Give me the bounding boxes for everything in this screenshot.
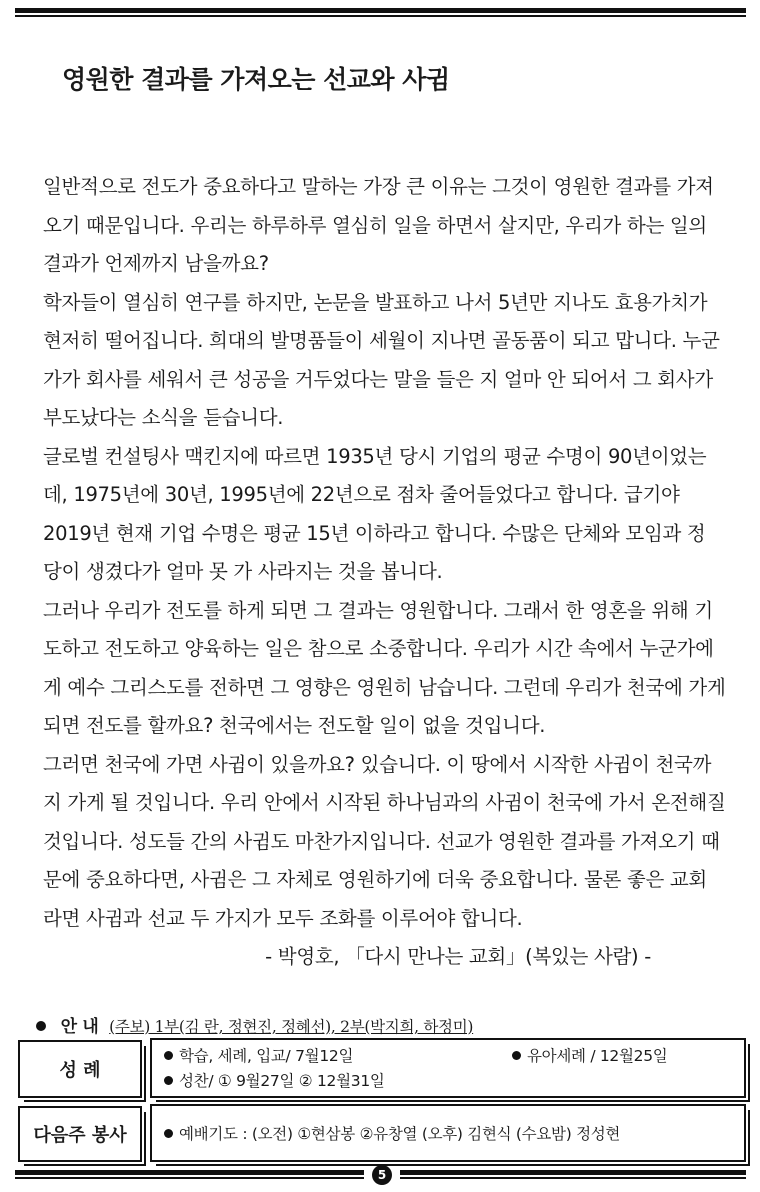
body-line: 게 예수 그리스도를 전하면 그 영향은 영원히 남습니다. 그런데 우리가 천국에 가게 <box>43 675 726 699</box>
notice-line <box>36 1012 473 1037</box>
bullet-icon <box>512 1051 521 1060</box>
sacrament-label: 성 례 <box>59 1060 101 1081</box>
bullet-icon <box>164 1051 173 1060</box>
body-line: 그러면 천국에 가면 사귐이 있을까요? 있습니다. 이 땅에서 시작한 사귐이 천국까 <box>43 752 712 776</box>
body-line: 문에 중요하다면, 사귐은 그 자체로 영원하기에 더욱 중요합니다. 물론 좋은 교회 <box>43 868 707 891</box>
sacrament-content-box <box>150 1038 746 1098</box>
service-content-box <box>150 1104 746 1162</box>
body-line: 일반적으로 전도가 중요하다고 말하는 가장 큰 이유는 그것이 영원한 결과를 가져 <box>43 175 714 198</box>
body-line: 도하고 전도하고 양육하는 일은 참으로 소중합니다. 우리가 시간 속에서 누군가에 <box>43 637 714 660</box>
body-line: 글로벌 컨설팅사 맥킨지에 따르면 1935년 당시 기업의 평균 수명이 90년이었는 <box>43 444 707 468</box>
sacrament-item: 학습, 세례, 입교/ 7월12일 <box>164 1044 353 1066</box>
body-line: 것입니다. 성도들 간의 사귐도 마찬가지입니다. 선교가 영원한 결과를 가져오기 때 <box>43 829 720 853</box>
notice-detail: (주보) 1부(김 란, 정현진, 정혜선), 2부(박지희, 하정미) <box>109 1018 474 1036</box>
page-title: 영원한 결과를 가져오는 선교와 사귐 <box>62 65 450 94</box>
body-line: 학자들이 열심히 연구를 하지만, 논문을 발표하고 나서 5년만 지나도 효용가치가 <box>43 290 708 314</box>
body-line: 데, 1975년에 30년, 1995년에 22년으로 점차 줄어들었다고 합니다. 급기야 <box>43 483 680 506</box>
service-label-box <box>18 1106 142 1162</box>
body-line: 되면 전도를 할까요? 천국에서는 전도할 일이 없을 것입니다. <box>43 714 546 737</box>
body-line: 라면 사귐과 선교 두 가지가 모두 조화를 이루어야 합니다. <box>43 906 523 930</box>
service-label: 다음주 봉사 <box>33 1125 127 1146</box>
page-number: 5 <box>372 1165 392 1185</box>
bullet-icon <box>36 1021 46 1031</box>
sacrament-item: 성찬/ ① 9월27일 ② 12월31일 <box>164 1069 385 1091</box>
notice-heading: 안 내 <box>60 1017 99 1037</box>
body-line: 그러나 우리가 전도를 하게 되면 그 결과는 영원합니다. 그래서 한 영혼을 위해 기 <box>43 598 713 622</box>
top-double-rule <box>15 8 746 17</box>
bullet-icon <box>164 1076 173 1085</box>
body-line: 부도났다는 소식을 듣습니다. <box>43 406 284 429</box>
body-line: 당이 생겼다가 얼마 못 가 사라지는 것을 봅니다. <box>43 560 443 583</box>
body-line: 오기 때문입니다. 우리는 하루하루 열심히 일을 하면서 살지만, 우리가 하는 일의 <box>43 213 707 237</box>
body-line: 현저히 떨어집니다. 희대의 발명품들이 세월이 지나면 골동품이 되고 맙니다. 누군 <box>43 329 720 352</box>
source-citation: - 박영호, 「다시 만나는 교회」(복있는 사람) - <box>265 945 651 968</box>
sacrament-label-box <box>18 1040 142 1098</box>
service-item: 예배기도 : (오전) ①현삼봉 ②유창열 (오후) 김현식 (수요밤) 정성현 <box>164 1122 620 1144</box>
body-line: 2019년 현재 기업 수명은 평균 15년 이하라고 합니다. 수많은 단체와 모임과 정 <box>43 521 706 545</box>
bullet-icon <box>164 1129 173 1138</box>
sacrament-item: 유아세례 / 12월25일 <box>512 1044 667 1066</box>
body-line: 결과가 언제까지 남을까요? <box>43 252 269 275</box>
bottom-double-rule <box>15 1165 746 1187</box>
body-line: 가가 회사를 세워서 큰 성공을 거두었다는 말을 들은 지 얼마 안 되어서 그 회사가 <box>43 367 713 391</box>
article-body <box>43 168 733 977</box>
body-line: 지 가게 될 것입니다. 우리 안에서 시작된 하나님과의 사귐이 천국에 가서 온전해질 <box>43 791 726 814</box>
